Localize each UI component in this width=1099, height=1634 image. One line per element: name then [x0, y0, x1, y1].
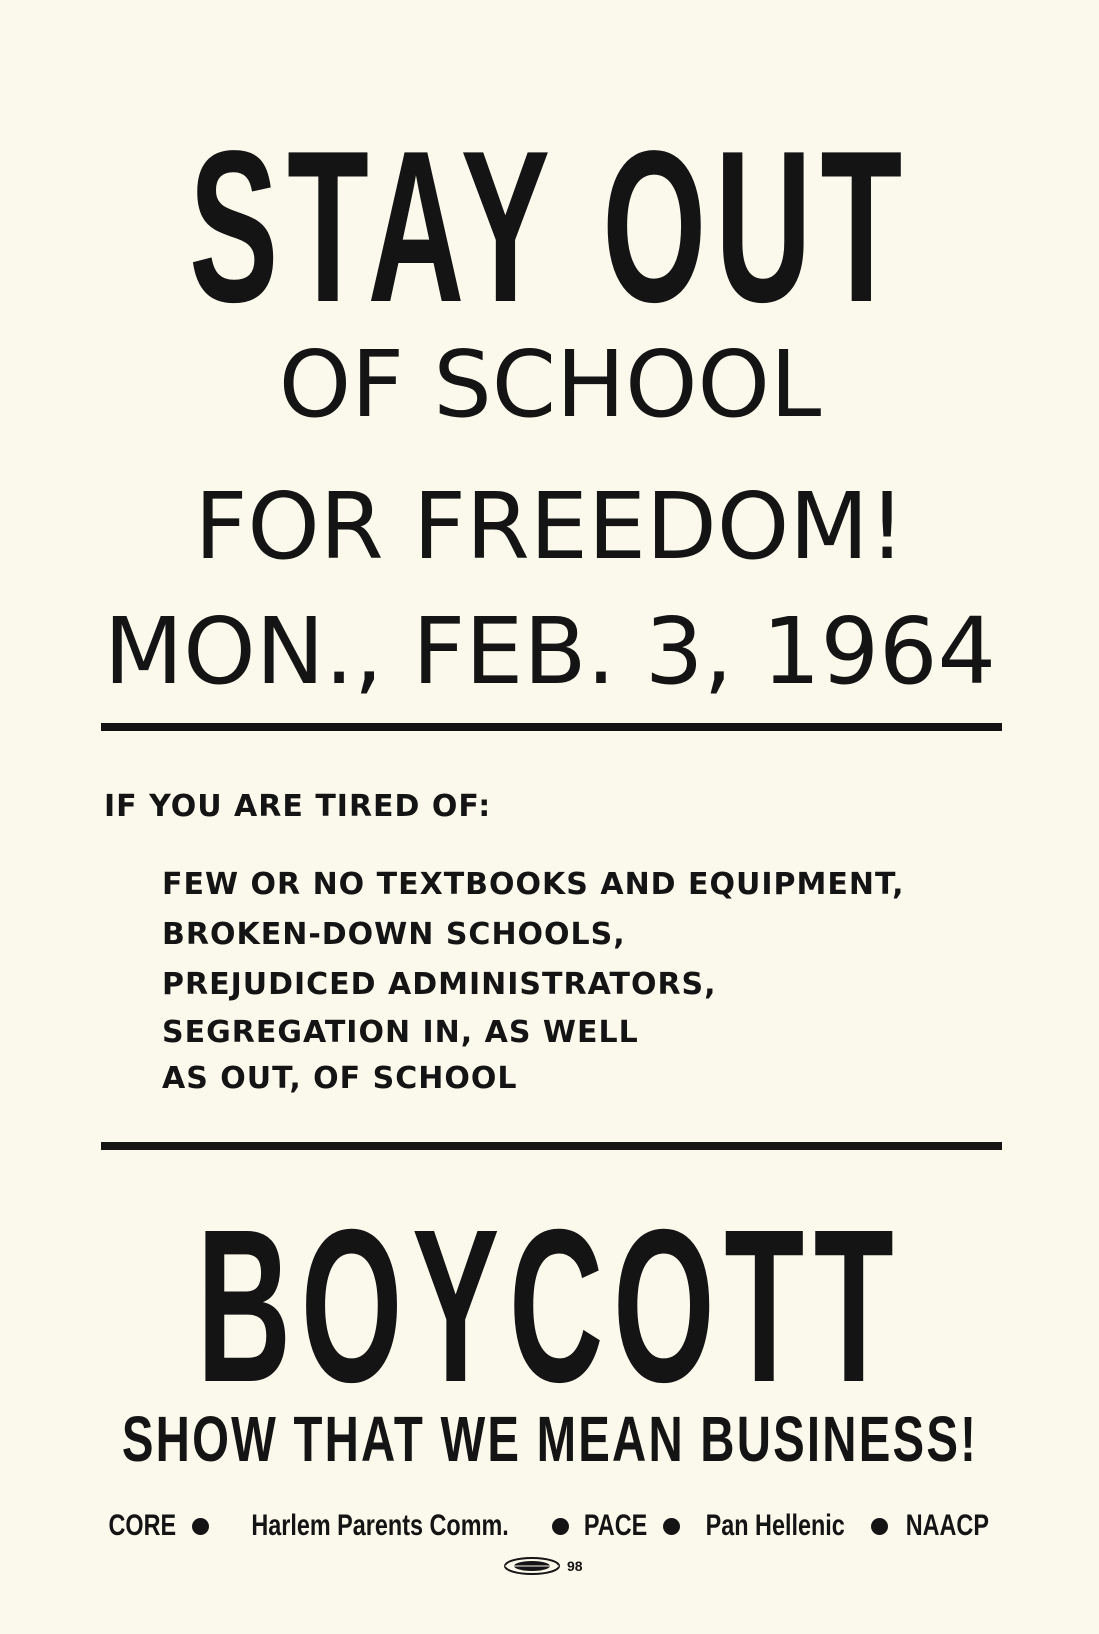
bullet-icon	[192, 1518, 209, 1535]
union-bug-icon	[503, 1556, 561, 1576]
headline-stay-out: STAY OUT	[189, 105, 911, 347]
grievance-item: FEW OR NO TEXTBOOKS AND EQUIPMENT,	[162, 867, 905, 902]
grievance-item: PREJUDICED ADMINISTRATORS,	[162, 967, 717, 1002]
boycott-heading: BOYCOTT	[196, 1185, 904, 1428]
bullet-icon	[871, 1518, 888, 1535]
sponsor-list	[99, 1509, 1001, 1543]
union-label-code: 98	[567, 1558, 583, 1574]
grievance-item: SEGREGATION IN, AS WELL AS OUT, OF SCHOOL	[162, 1015, 639, 1096]
event-date: MON., FEB. 3, 1964	[103, 598, 997, 705]
grievance-list	[162, 860, 905, 1102]
bullet-icon	[552, 1518, 569, 1535]
grievances-intro: IF YOU ARE TIRED OF:	[104, 789, 492, 824]
headline-for-freedom: FOR FREEDOM!	[194, 473, 906, 580]
sponsor-pan-hellenic: Pan Hellenic	[705, 1509, 845, 1542]
divider-top	[101, 723, 1002, 731]
union-label	[503, 1556, 583, 1576]
sponsor-core: CORE	[108, 1509, 177, 1542]
headline-of-school: OF SCHOOL	[278, 331, 822, 438]
sponsor-harlem-parents: Harlem Parents Comm.	[251, 1509, 510, 1542]
divider-bottom	[101, 1142, 1002, 1150]
slogan: SHOW THAT WE MEAN BUSINESS!	[121, 1403, 979, 1475]
grievance-item: BROKEN-DOWN SCHOOLS,	[162, 917, 626, 952]
sponsor-naacp: NAACP	[905, 1509, 990, 1542]
bullet-icon	[663, 1518, 680, 1535]
sponsor-pace: PACE	[584, 1509, 648, 1542]
